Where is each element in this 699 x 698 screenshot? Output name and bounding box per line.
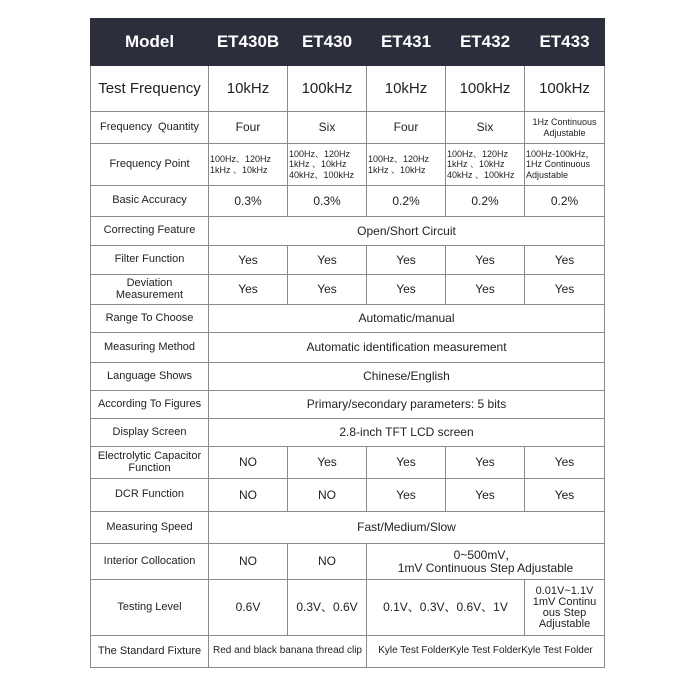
header-et430: ET430 — [288, 19, 367, 66]
row-measuring-method — [91, 333, 605, 363]
label-line: Deviation — [126, 276, 173, 289]
cell-line: Adjustable — [543, 127, 586, 138]
row-label: DCR Function — [91, 479, 209, 512]
header-et433: ET433 — [525, 19, 605, 66]
row-label: Range To Choose — [91, 305, 209, 333]
row-label: Basic Accuracy — [91, 186, 209, 217]
merged-cell: Automatic identification measurement — [209, 333, 605, 363]
cell: Four — [367, 112, 446, 144]
cell: Yes — [209, 246, 288, 275]
row-basic-accuracy — [91, 186, 605, 217]
cell — [288, 144, 367, 186]
cell: NO — [209, 544, 288, 580]
row-label: According To Figures — [91, 391, 209, 419]
cell: Yes — [367, 275, 446, 305]
label-line: Function — [128, 461, 171, 474]
merged-cell: Kyle Test FolderKyle Test FolderKyle Test Folder — [367, 636, 605, 668]
cell-line: 1kHz 、10kHz — [210, 164, 268, 175]
cell-line: Adjustable — [538, 617, 591, 630]
row-label: Display Screen — [91, 419, 209, 447]
row-label: Frequency Point — [91, 144, 209, 186]
row-label: Language Shows — [91, 363, 209, 391]
row-label: Filter Function — [91, 246, 209, 275]
cell: 0.3V、0.6V — [288, 580, 367, 636]
row-label — [91, 275, 209, 305]
cell: NO — [209, 479, 288, 512]
row-test-frequency — [91, 66, 605, 112]
cell: NO — [288, 544, 367, 580]
cell: 0.3% — [288, 186, 367, 217]
cell-line: 1kHz 、10kHz — [447, 159, 505, 170]
cell — [525, 112, 605, 144]
cell-line: 1mV Continuous Step Adjustable — [397, 560, 574, 575]
label-line: Measurement — [115, 288, 184, 301]
row-label — [91, 447, 209, 479]
cell-line: 0.01V~1.1V — [535, 584, 594, 597]
header-et432: ET432 — [446, 19, 525, 66]
row-frequency-quantity — [91, 112, 605, 144]
cell — [525, 144, 605, 186]
cell: Yes — [525, 479, 605, 512]
cell: Yes — [446, 275, 525, 305]
row-standard-fixture — [91, 636, 605, 668]
row-correcting-feature — [91, 217, 605, 246]
cell: Four — [209, 112, 288, 144]
merged-cell: Red and black banana thread clip — [209, 636, 367, 668]
cell: Yes — [367, 447, 446, 479]
row-language-shows — [91, 363, 605, 391]
cell-line: 100Hz-100kHz， — [526, 149, 595, 160]
cell-line: 1kHz 、10kHz — [368, 164, 426, 175]
cell: Yes — [367, 479, 446, 512]
spec-table — [90, 18, 605, 668]
cell: Yes — [525, 275, 605, 305]
cell-line: Adjustable — [526, 169, 569, 180]
cell: Yes — [288, 447, 367, 479]
cell: 0.2% — [525, 186, 605, 217]
cell: Yes — [446, 246, 525, 275]
cell: Six — [446, 112, 525, 144]
merged-cell: Primary/secondary parameters: 5 bits — [209, 391, 605, 419]
cell: 10kHz — [209, 66, 288, 112]
row-display-screen — [91, 419, 605, 447]
cell: Yes — [446, 447, 525, 479]
cell: NO — [209, 447, 288, 479]
merged-cell: Automatic/manual — [209, 305, 605, 333]
cell — [446, 144, 525, 186]
cell: 0.2% — [446, 186, 525, 217]
merged-cell: 0.1V、0.3V、0.6V、1V — [367, 580, 525, 636]
cell — [367, 144, 446, 186]
cell: 100kHz — [525, 66, 605, 112]
cell-line: 100Hz、120Hz — [447, 149, 509, 160]
row-deviation-measurement — [91, 275, 605, 305]
header-et431: ET431 — [367, 19, 446, 66]
cell: 10kHz — [367, 66, 446, 112]
cell: NO — [288, 479, 367, 512]
cell-line: 40kHz 、100kHz — [447, 169, 515, 180]
row-measuring-speed — [91, 512, 605, 544]
row-filter-function — [91, 246, 605, 275]
cell — [525, 580, 605, 636]
cell-line: 100Hz、120Hz — [210, 154, 272, 165]
row-electrolytic-capacitor — [91, 447, 605, 479]
cell: Yes — [288, 275, 367, 305]
cell: 100kHz — [446, 66, 525, 112]
row-label: Measuring Method — [91, 333, 209, 363]
row-label: Frequency Quantity — [91, 112, 209, 144]
cell-line: 1Hz Continuous — [526, 159, 591, 170]
cell-line: 100Hz、120Hz — [289, 149, 351, 160]
row-label: Measuring Speed — [91, 512, 209, 544]
row-frequency-point — [91, 144, 605, 186]
row-label: Interior Collocation — [91, 544, 209, 580]
row-dcr-function — [91, 479, 605, 512]
row-range-to-choose — [91, 305, 605, 333]
cell: 0.2% — [367, 186, 446, 217]
cell: 0.6V — [209, 580, 288, 636]
cell-line: 1mV Continu — [532, 595, 597, 608]
merged-cell: Chinese/English — [209, 363, 605, 391]
row-label: Correcting Feature — [91, 217, 209, 246]
cell: Yes — [209, 275, 288, 305]
label-line: Electrolytic Capacitor — [97, 449, 202, 462]
header-et430b: ET430B — [209, 19, 288, 66]
cell-line: 1Hz Continuous — [532, 117, 597, 128]
row-according-to-figures — [91, 391, 605, 419]
cell: Yes — [367, 246, 446, 275]
cell: Yes — [288, 246, 367, 275]
header-model-label: Model — [91, 19, 209, 66]
merged-cell — [367, 544, 605, 580]
cell: Yes — [525, 246, 605, 275]
merged-cell: 2.8-inch TFT LCD screen — [209, 419, 605, 447]
cell-line: 100Hz、120Hz — [368, 154, 430, 165]
cell-line: 0~500mV， — [453, 547, 518, 562]
row-label: The Standard Fixture — [91, 636, 209, 668]
header-row — [91, 19, 605, 66]
cell: Yes — [446, 479, 525, 512]
cell: Six — [288, 112, 367, 144]
cell-line: ous Step — [542, 606, 587, 619]
cell: Yes — [525, 447, 605, 479]
merged-cell: Open/Short Circuit — [209, 217, 605, 246]
cell: 0.3% — [209, 186, 288, 217]
cell-line: 1kHz 、10kHz — [289, 159, 347, 170]
row-interior-collocation — [91, 544, 605, 580]
row-testing-level — [91, 580, 605, 636]
merged-cell: Fast/Medium/Slow — [209, 512, 605, 544]
row-label: Test Frequency — [91, 66, 209, 112]
row-label: Testing Level — [91, 580, 209, 636]
cell-line: 40kHz、100kHz — [289, 169, 355, 180]
cell: 100kHz — [288, 66, 367, 112]
cell — [209, 144, 288, 186]
